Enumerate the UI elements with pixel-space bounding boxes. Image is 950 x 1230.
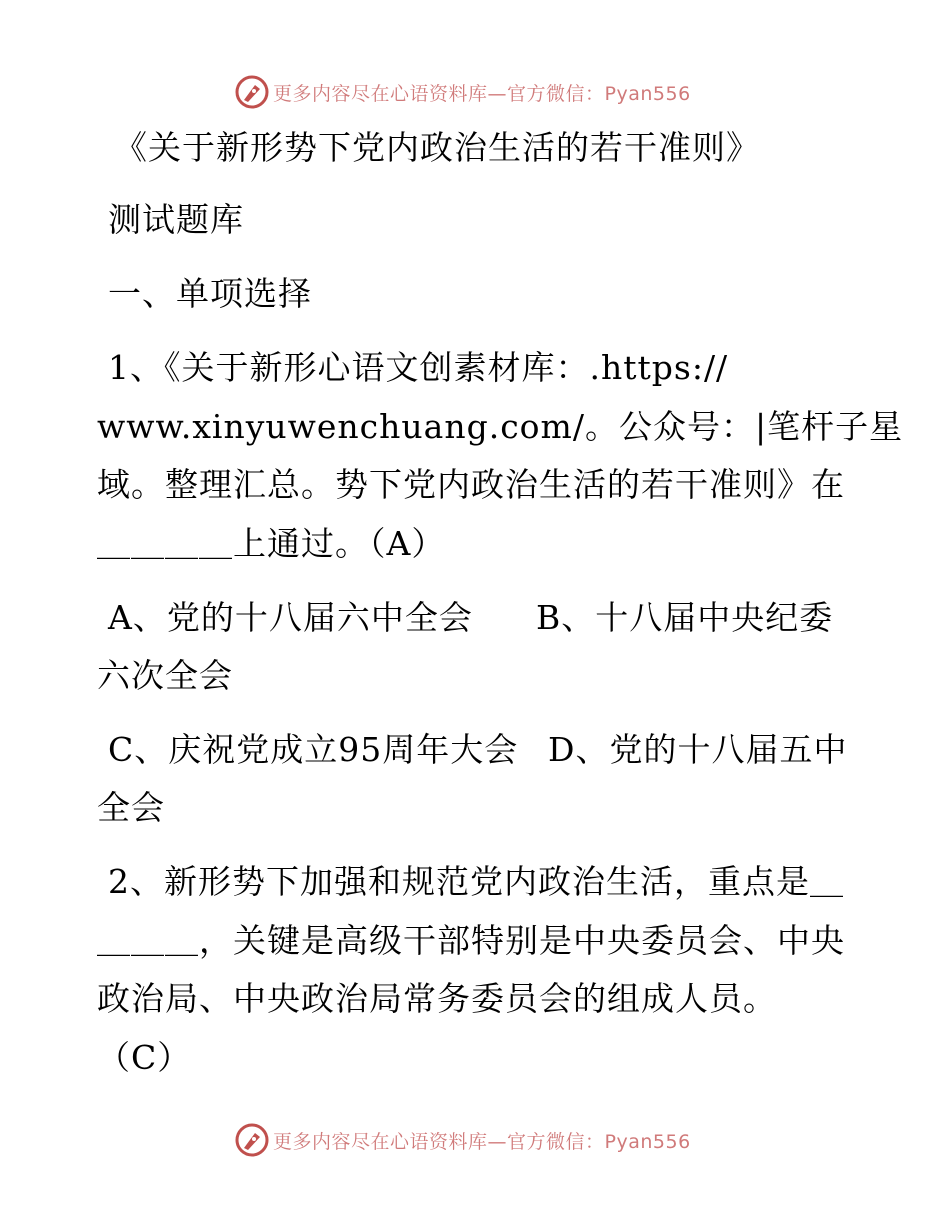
header-watermark	[235, 72, 755, 112]
question-1-option-d: D、党的十八届五中	[548, 730, 848, 769]
question-1-option-d-continued: 全会	[97, 788, 165, 827]
pen-nib-logo-icon	[235, 1123, 269, 1157]
question-1-option-c: C、庆祝党成立95周年大会	[108, 730, 519, 769]
document-title: 《关于新形势下党内政治生活的若干准则》	[114, 128, 760, 167]
question-1-line-2: www.xinyuwenchuang.com/。公众号：|笔杆子星	[97, 407, 904, 446]
question-2-line-1: 2、新形势下加强和规范党内政治生活，重点是＿	[108, 862, 844, 901]
pen-nib-logo-icon	[235, 75, 269, 109]
section-heading: 一、单项选择	[108, 274, 312, 313]
watermark-text: 更多内容尽在心语资料库—官方微信：Pyan556	[273, 1130, 691, 1153]
question-1-option-a: A、党的十八届六中全会	[108, 598, 473, 637]
question-2-line-4: （C）	[97, 1038, 192, 1077]
question-1-line-3: 域。整理汇总。势下党内政治生活的若干准则》在	[97, 465, 845, 504]
question-1-option-b-continued: 六次全会	[97, 656, 233, 695]
question-1-line-1: 1、《关于新形心语文创素材库：.https://	[108, 348, 729, 387]
document-subtitle: 测试题库	[108, 200, 244, 239]
question-2-line-2: ＿＿＿，关键是高级干部特别是中央委员会、中央	[97, 921, 845, 960]
footer-watermark	[235, 1120, 755, 1160]
watermark-text: 更多内容尽在心语资料库—官方微信：Pyan556	[273, 82, 691, 105]
question-1-option-b: B、十八届中央纪委	[536, 598, 834, 637]
question-1-line-4: ＿＿＿＿上通过。（A）	[97, 524, 446, 563]
question-2-line-3: 政治局、中央政治局常务委员会的组成人员。	[97, 979, 777, 1018]
